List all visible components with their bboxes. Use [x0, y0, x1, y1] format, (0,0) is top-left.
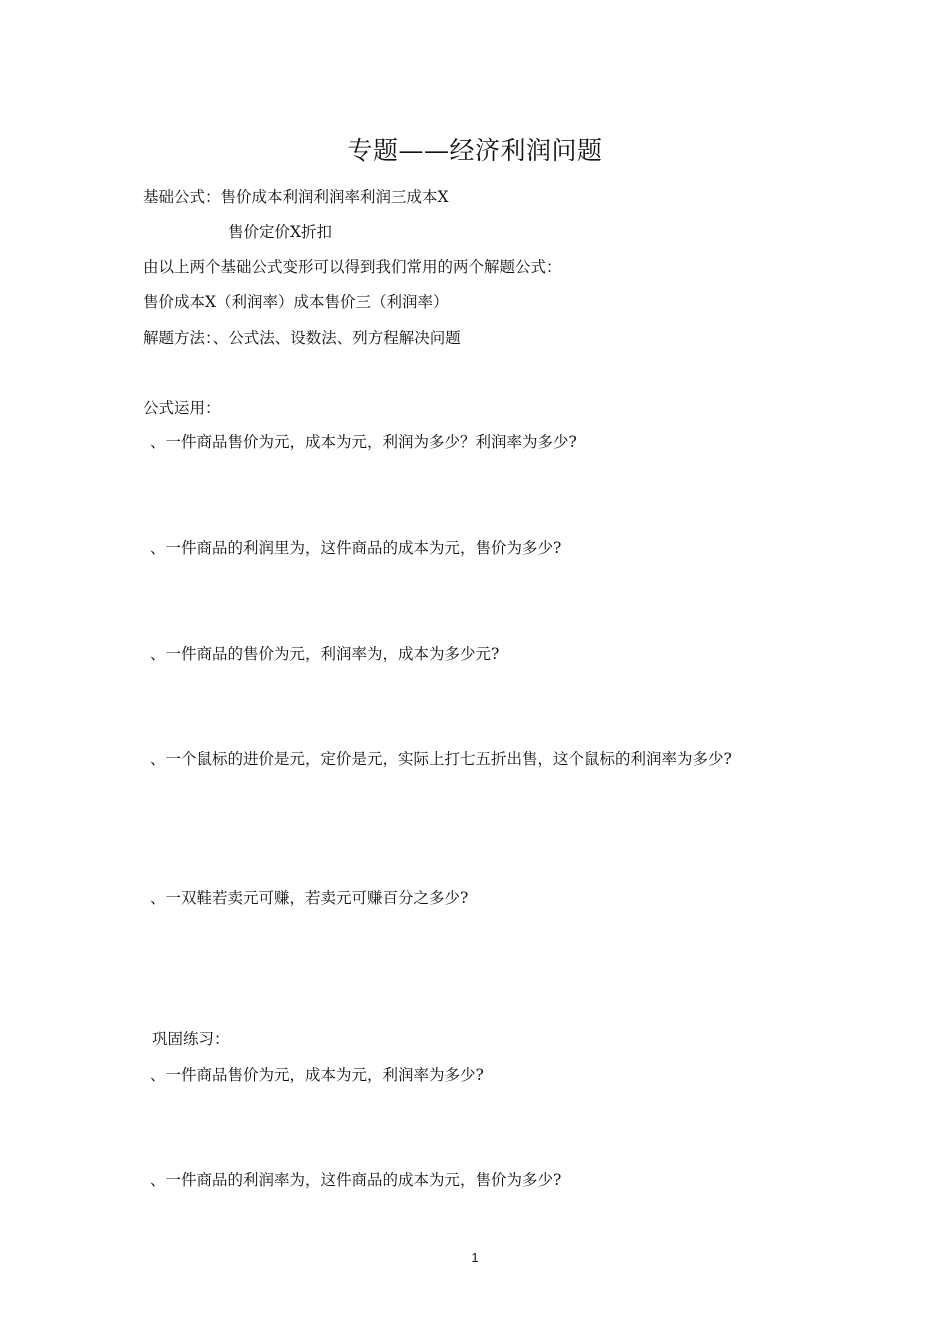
application-heading: 公式运用：	[143, 399, 221, 417]
practice-question-1: 、一件商品售价为元，成本为元，利润率为多少?	[150, 1066, 484, 1084]
application-question-1: 、一件商品售价为元，成本为元，利润为多少？利润率为多少?	[150, 433, 577, 451]
application-question-4: 、一个鼠标的进价是元，定价是元，实际上打七五折出售，这个鼠标的利润率为多少?	[150, 750, 732, 768]
page-number: 1	[471, 1250, 479, 1265]
page-title: 专题——经济利润问题	[347, 136, 603, 165]
solving-methods: 解题方法：、公式法、设数法、列方程解决问题	[143, 329, 461, 347]
practice-question-2: 、一件商品的利润率为，这件商品的成本为元，售价为多少?	[150, 1171, 562, 1189]
practice-heading: 巩固练习：	[152, 1030, 230, 1048]
derived-formulas: 售价成本X（利润率）成本售价三（利润率）	[143, 293, 449, 311]
basic-formula-line-2: 售价定价X折扣	[228, 223, 333, 241]
application-question-2: 、一件商品的利润里为，这件商品的成本为元，售价为多少?	[150, 539, 562, 557]
application-question-5: 、一双鞋若卖元可赚，若卖元可赚百分之多少?	[150, 889, 469, 907]
derivation-intro: 由以上两个基础公式变形可以得到我们常用的两个解题公式：	[143, 258, 562, 276]
application-question-3: 、一件商品的售价为元，利润率为，成本为多少元?	[150, 645, 500, 663]
basic-formula-line-1: 基础公式：售价成本利润利润率利润三成本X	[143, 188, 449, 206]
